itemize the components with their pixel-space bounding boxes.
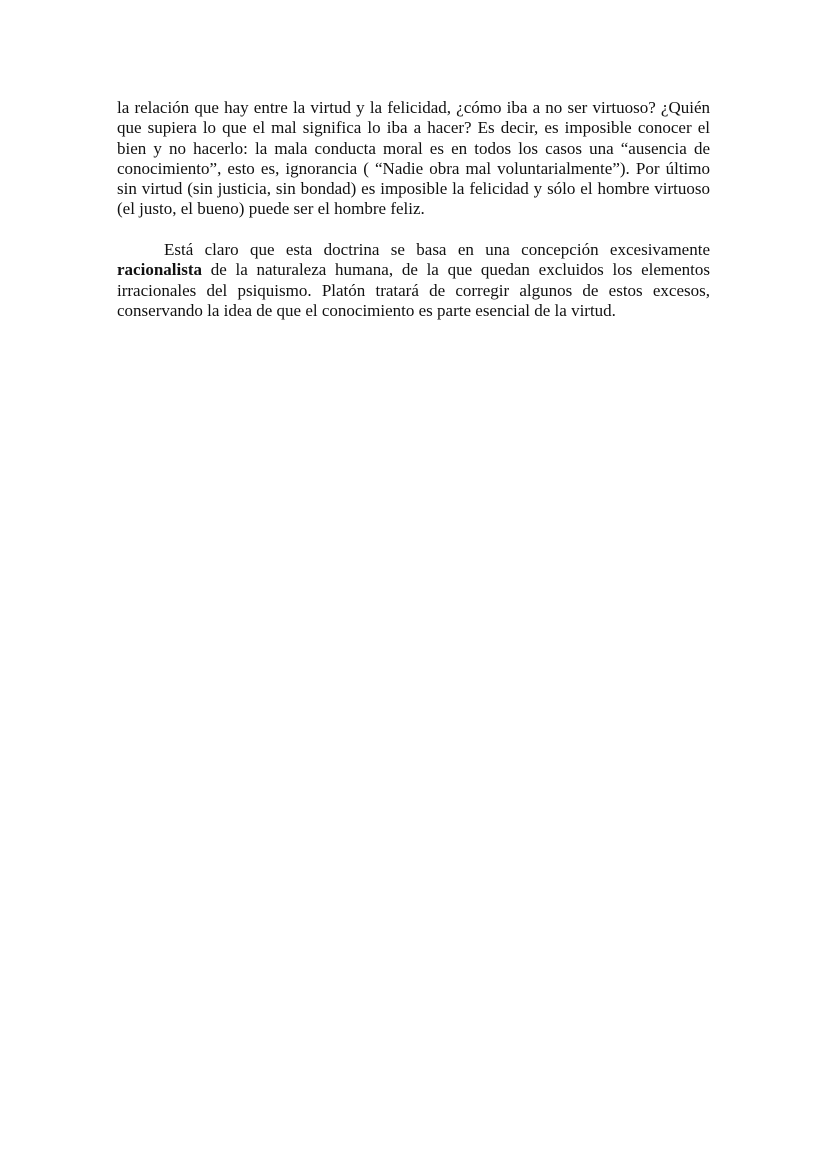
body-text bbox=[117, 98, 710, 321]
bold-term-racionalista: racionalista bbox=[117, 260, 202, 280]
paragraph-1 bbox=[117, 98, 710, 220]
paragraph-2-text-after: de la naturaleza humana, de la que quedan excluidos los elementos irracionales del psiquismo. Platón tratará de corregir algunos de estos excesos, conservando la idea de que el conocimiento es parte esencial de la virtud. bbox=[117, 260, 710, 320]
paragraph-1-text: la relación que hay entre la virtud y la felicidad, ¿cómo iba a no ser virtuoso? ¿Quién que supiera lo que el mal significa lo iba a hacer? Es decir, es imposible conocer el bien y no hacerlo: la mala conducta moral es en todos los casos una “ausencia de conocimiento”, esto es, ignorancia ( “Nadie obra mal voluntarialmente”). Por último sin virtud (sin justicia, sin bondad) es imposible la felicidad y sólo el hombre virtuoso (el justo, el bueno) puede ser el hombre feliz. bbox=[117, 98, 710, 219]
paragraph-2-text-before: Está claro que esta doctrina se basa en una concepción excesivamente bbox=[164, 240, 710, 260]
paragraph-2 bbox=[117, 240, 710, 321]
